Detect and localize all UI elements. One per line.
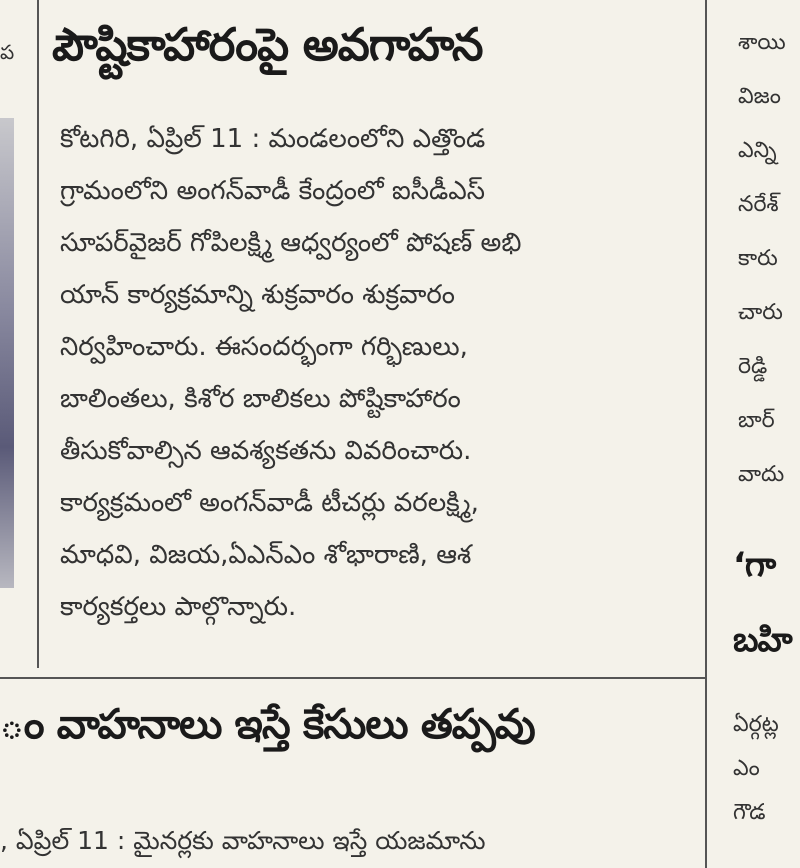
body-line: యాన్ కార్యక్రమాన్ని శుక్రవారం శుక్రవారం <box>60 280 455 310</box>
right-column-lower-line: ఏర్గట్ల <box>733 712 779 737</box>
body-line: కార్యకర్తలు పాల్గొన్నారు. <box>60 592 297 622</box>
right-column-lower-line: గౌడ <box>733 800 766 825</box>
body-line: మాధవి, విజయ,ఏఎన్ఎం శోభారాణి, ఆశ <box>60 540 472 570</box>
right-column-line: నరేశ్ <box>738 192 779 217</box>
body-line: కార్యక్రమంలో అంగన్‌వాడీ టీచర్లు వరలక్ష్మి, <box>60 488 479 518</box>
main-headline: పౌష్టికాహారంపై అవగాహన <box>52 18 483 71</box>
second-article-first-line: , ఏప్రిల్ 11 : మైనర్లకు వాహనాలు ఇస్తే యజమాను <box>0 826 486 855</box>
right-column-line: శాయి <box>738 30 786 55</box>
right-column-line: బార్ <box>738 408 775 433</box>
body-line: కోటగిరి, ఏప్రిల్ 11 : మండలంలోని ఎత్తొండ <box>60 124 486 154</box>
right-column-line: చారు <box>738 300 783 325</box>
right-headline-2: బహి <box>733 620 792 660</box>
right-column-line: విజం <box>738 84 781 109</box>
body-line: నిర్వహించారు. ఈసందర్భంగా గర్భిణులు, <box>60 332 468 362</box>
article-separator <box>0 677 705 679</box>
body-line: బాలింతలు, కిశోర బాలికలు పోష్టికాహారం <box>60 384 461 414</box>
right-column-line: వాదు <box>738 462 785 487</box>
right-headline-1: ‘గా <box>733 545 776 585</box>
left-column-fragment: ప <box>0 40 15 64</box>
body-line: గ్రామంలోని అంగన్‌వాడీ కేంద్రంలో ఐసీడీఎస్ <box>60 176 486 206</box>
column-divider-right <box>705 0 707 868</box>
right-column-lower-line: ఎం <box>733 756 760 781</box>
body-line: తీసుకోవాల్సిన ఆవశ్యకతను వివరించారు. <box>60 436 472 466</box>
right-column-line: రెడ్డి <box>738 354 768 379</box>
column-divider-left <box>37 0 39 668</box>
right-column-line: కారు <box>738 246 778 271</box>
second-headline: ం వాహనాలు ఇస్తే కేసులు తప్పవు <box>0 700 535 748</box>
photo-fragment <box>0 118 14 588</box>
right-column-line: ఎన్ని <box>738 138 777 163</box>
body-line: సూపర్‌వైజర్ గోపిలక్ష్మి ఆధ్వర్యంలో పోషణ్ అభి <box>60 228 522 258</box>
